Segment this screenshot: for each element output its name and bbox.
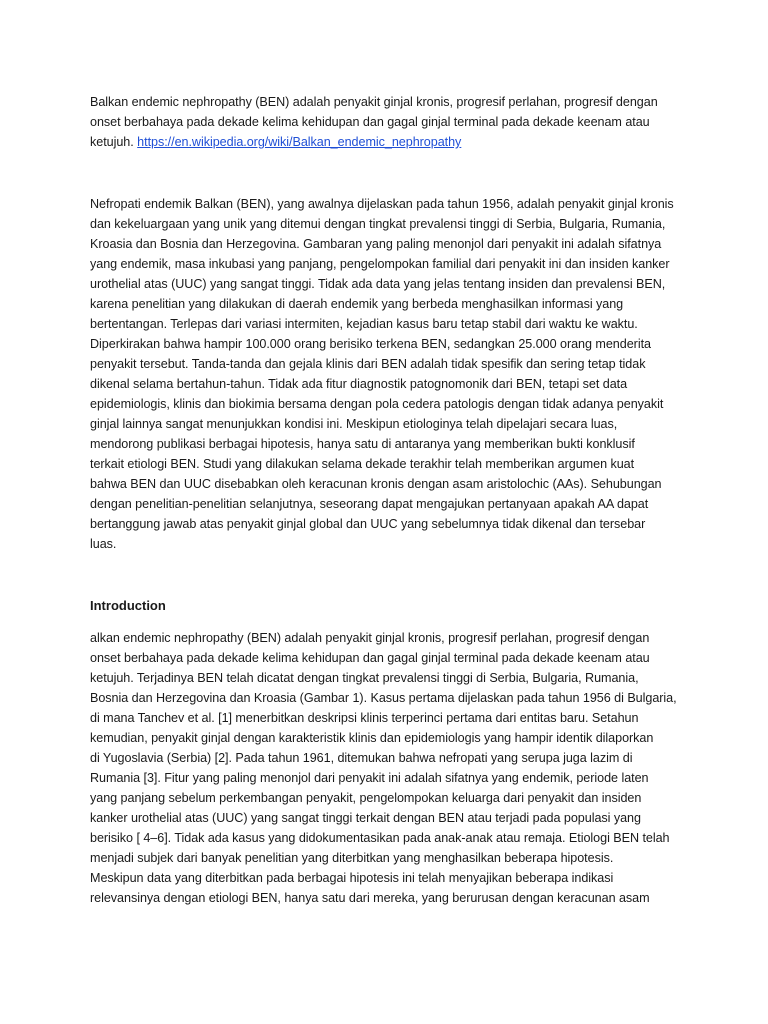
- wikipedia-link[interactable]: https://en.wikipedia.org/wiki/Balkan_endemic_nephropathy: [137, 135, 462, 149]
- intro-paragraph: [90, 92, 680, 152]
- summary-paragraph: Nefropati endemik Balkan (BEN), yang awalnya dijelaskan pada tahun 1956, adalah penyakit ginjal kronis dan kekeluargaan yang unik yang ditemui dengan tingkat prevalensi tinggi di Serbia, Bulgaria, Rumania, Kroasia dan Bosnia dan Herzegovina. Gambaran yang paling menonjol dari penyakit ini adalah sifatnya yang endemik, masa inkubasi yang panjang, pengelompokan familial dari penyakit ini dan insiden kanker urothelial atas (UUC) yang sangat tinggi. Tidak ada data yang jelas tentang insiden dan prevalensi BEN, karena penelitian yang dilakukan di daerah endemik yang berbeda menghasilkan informasi yang bertentangan. Terlepas dari variasi intermiten, kejadian kasus baru tetap stabil dari waktu ke waktu. Diperkirakan bahwa hampir 100.000 orang berisiko terkena BEN, sedangkan 25.000 orang menderita penyakit tersebut. Tanda-tanda dan gejala klinis dari BEN adalah tidak spesifik dan sering tetap tidak dikenal selama bertahun-tahun. Tidak ada fitur diagnostik patognomonik dari BEN, tetapi set data epidemiologis, klinis dan biokimia bersama dengan pola cedera patologis dengan tidak adanya penyakit ginjal lainnya sangat menunjukkan kondisi ini. Meskipun etiologinya telah dipelajari secara luas, mendorong publikasi berbagai hipotesis, hanya satu di antaranya yang memberikan bukti konklusif terkait etiologi BEN. Studi yang dilakukan selama dekade terakhir telah memberikan argumen kuat bahwa BEN dan UUC disebabkan oleh keracunan kronis dengan asam aristolochic (AAs). Sehubungan dengan penelitian-penelitian selanjutnya, seseorang dapat mengajukan pertanyaan apakah AA dapat bertanggung jawab atas penyakit ginjal global dan UUC yang sebelumnya tidak dikenal dan tersebar luas.: [90, 197, 674, 551]
- section-heading: Introduction: [90, 598, 166, 613]
- intro-paragraph-text: Balkan endemic nephropathy (BEN) adalah penyakit ginjal kronis, progresif perlahan, progresif dengan onset berbahaya pada dekade kelima kehidupan dan gagal ginjal terminal pada dekade keenam atau ketujuh.: [90, 95, 658, 149]
- document-page: [90, 92, 680, 908]
- introduction-paragraph: alkan endemic nephropathy (BEN) adalah penyakit ginjal kronis, progresif perlahan, progresif dengan onset berbahaya pada dekade kelima kehidupan dan gagal ginjal terminal pada dekade keenam atau ketujuh. Terjadinya BEN telah dicatat dengan tingkat prevalensi tinggi di Serbia, Bulgaria, Rumania, Bosnia dan Herzegovina dan Kroasia (Gambar 1). Kasus pertama dijelaskan pada tahun 1956 di Bulgaria, di mana Tanchev et al. [1] menerbitkan deskripsi klinis terperinci pertama dari entitas baru. Setahun kemudian, penyakit ginjal dengan karakteristik klinis dan epidemiologis yang hampir identik dilaporkan di Yugoslavia (Serbia) [2]. Pada tahun 1961, ditemukan bahwa nefropati yang serupa juga lazim di Rumania [3]. Fitur yang paling menonjol dari penyakit ini adalah sifatnya yang endemik, periode laten yang panjang sebelum perkembangan penyakit, pengelompokan keluarga dari penyakit dan insiden kanker urothelial atas (UUC) yang sangat tinggi terkait dengan BEN atau terjadi pada populasi yang berisiko [ 4–6]. Tidak ada kasus yang didokumentasikan pada anak-anak atau remaja. Etiologi BEN telah menjadi subjek dari banyak penelitian yang diterbitkan yang menghasilkan beberapa hipotesis. Meskipun data yang diterbitkan pada berbagai hipotesis ini telah menyajikan beberapa indikasi relevansinya dengan etiologi BEN, hanya satu dari mereka, yang berurusan dengan keracunan asam: [90, 631, 677, 905]
